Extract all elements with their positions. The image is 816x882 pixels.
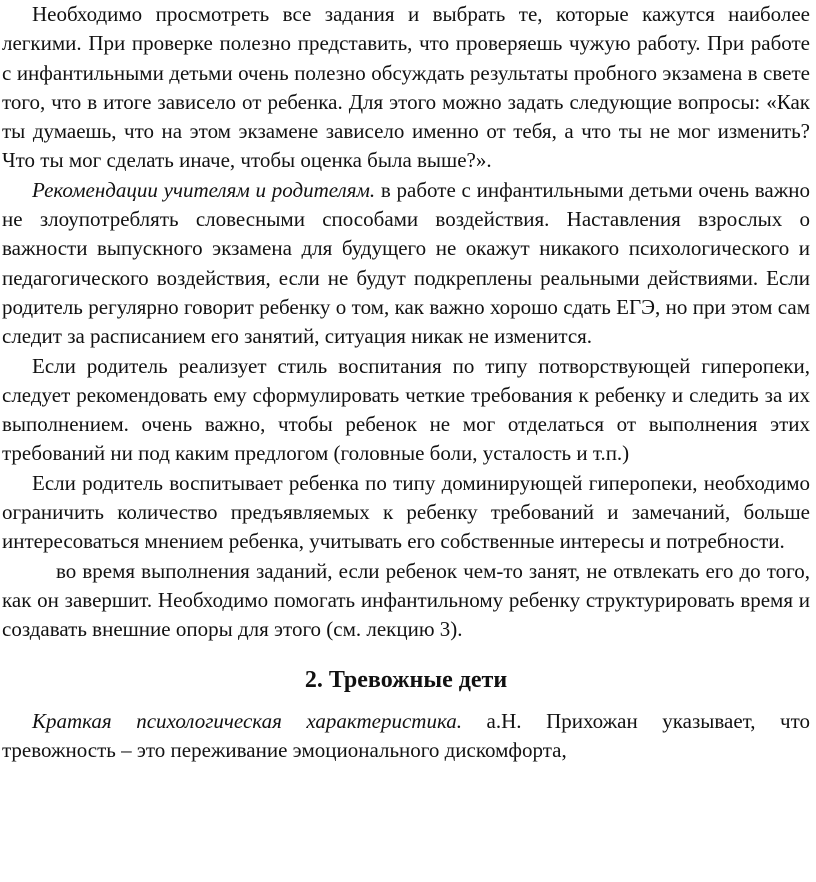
section-heading: 2. Тревожные дети (304, 666, 508, 693)
paragraph-task-time: во время выполнения заданий, если ребенок чем-то занят, не отвлекать его до того, как он завершит. Необходимо помогать инфантильному ребенку структурировать время и создавать внешние опоры для этого (см. лекцию 3). (2, 558, 810, 642)
text-column (2, 0, 810, 765)
paragraph-indulgent-overprotection: Если родитель реализует стиль воспитания по типу потворствующей гиперопеки, следует рекомендовать ему сформулировать четкие требования к ребенку и следить за их выполнением. очень важно, чтобы ребенок не мог отделаться от выполнения этих требований ни под каким предлогом (головные боли, усталость и т.п.) (2, 353, 810, 466)
characteristic-text: а.Н. Прихожан указывает, что тревожность – это переживание эмоционального дискомфорта, (2, 708, 810, 762)
recommendations-lead: Рекомендации учителям и родителям. (32, 177, 376, 202)
paragraph-characteristic (2, 707, 810, 766)
characteristic-lead: Краткая психологическая характеристика. (32, 708, 463, 733)
paragraph-recommendations (2, 176, 810, 352)
paragraph-dominant-overprotection: Если родитель воспитывает ребенка по типу доминирующей гиперопеки, необходимо ограничить количество предъявляемых к ребенку требований и замечаний, больше интересоваться мнением ребенка, учитывать его собственные интересы и потребности. (2, 470, 810, 554)
recommendations-text: в работе с инфантильными детьми очень важно не злоупотреблять словесными способами воздействия. Наставления взрослых о важности выпускного экзамена для будущего не окажут никакого психологического и педагогического воздействия, если не будут подкреплены реальными действиями. Если родитель регулярно говорит ребенку о том, как важно хорошо сдать ЕГЭ, но при этом сам следит за расписанием его занятий, ситуация никак не изменится. (2, 177, 810, 349)
paragraph-exam-review: Необходимо просмотреть все задания и выбрать те, которые кажутся наиболее легкими. При проверке полезно представить, что проверяешь чужую работу. При работе с инфантильными детьми очень полезно обсуждать результаты пробного экзамена в свете того, что в итоге зависело от ребенка. Для этого можно задать следующие вопросы: «Как ты думаешь, что на этом экзамене зависело именно от тебя, а что ты не мог изменить? Что ты мог сделать иначе, чтобы оценка была выше?». (2, 2, 810, 173)
